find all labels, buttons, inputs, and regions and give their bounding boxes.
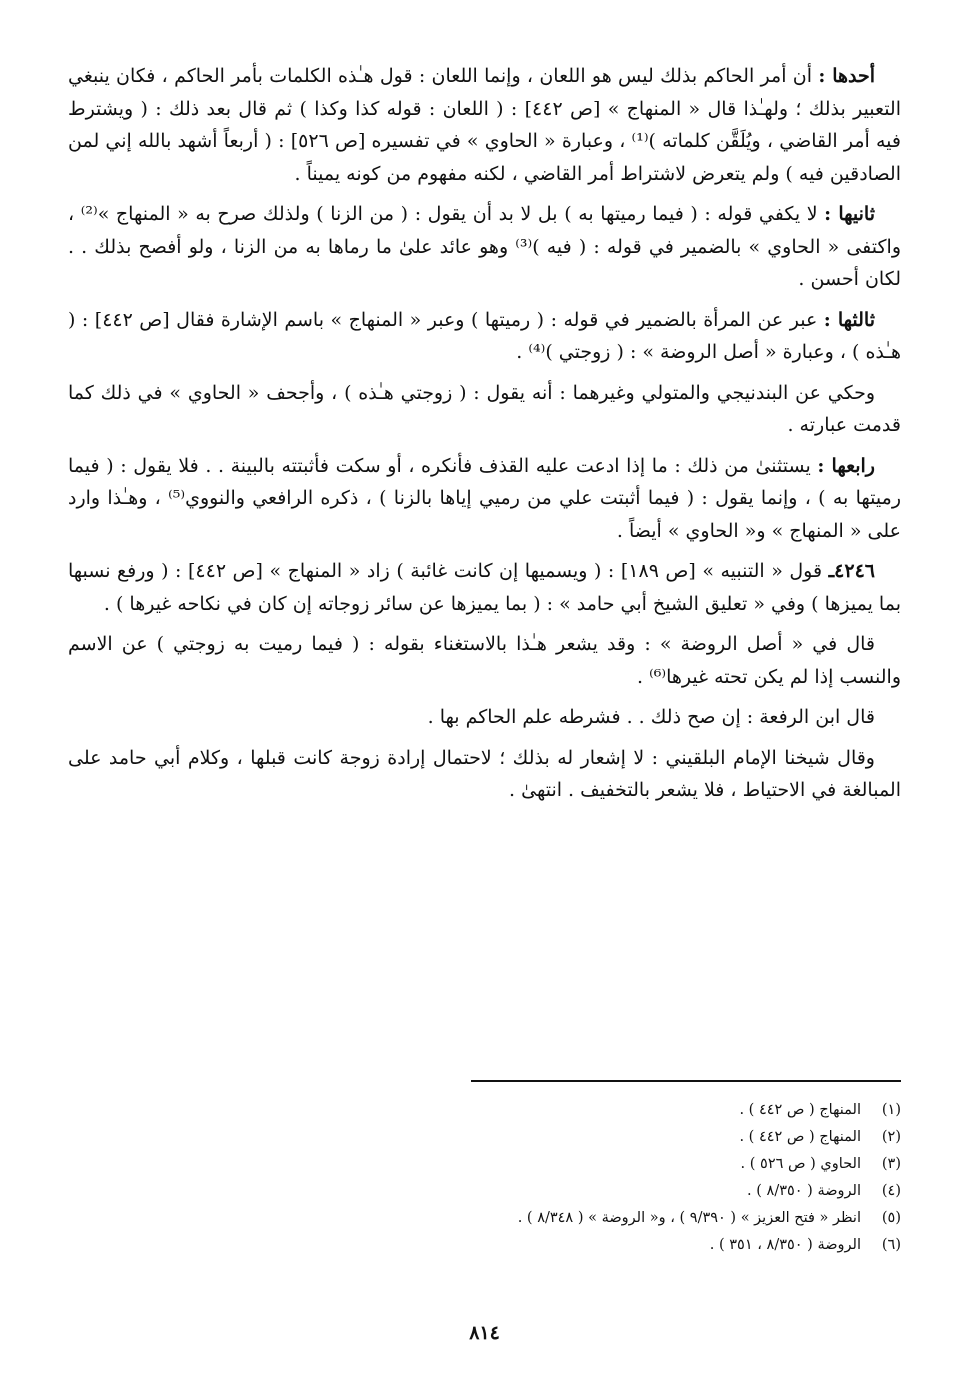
paragraph-text: لا يكفي قوله : ( فيما رميتها به ) بل لا بد أن يقول : ( من الزنا ) ولذلك صرح به « المنهاج »⁽²⁾ ، واكتفى « الحاوي » بالضمير في قوله : ( فيه )⁽³⁾ وهو عائد علىٰ ما رماها به من الزنا ، ولو أفصح بذلك . . لكان أحسن .: [68, 203, 901, 290]
footnote-number: (٤): [881, 1183, 901, 1199]
footnote-number: (٣): [881, 1156, 901, 1172]
footnote-number: (٦): [881, 1237, 901, 1253]
footnote-text: الروضة ( ٨/٣٥٠ ، ٣٥١ ) .: [709, 1237, 861, 1253]
paragraph-lead: ثانيها :: [824, 203, 876, 225]
paragraph-9: [68, 742, 901, 807]
footnote-text: الروضة ( ٨/٣٥٠ ) .: [747, 1183, 861, 1199]
page-number: ٨١٤: [469, 1322, 500, 1344]
footnote-number: (٢): [881, 1129, 901, 1145]
footnote-text: الحاوي ( ص ٥٢٦ ) .: [740, 1156, 861, 1172]
paragraph-text: أن أمر الحاكم بذلك ليس هو اللعان ، وإنما اللعان : قول هـٰذه الكلمات بأمر الحاكم ، فكان ينبغي التعبير بذلك ؛ ولهـٰذا قال « المنهاج » [ص ٤٤٢] : ( اللعان : قوله كذا وكذا ) ثم قال بعد ذلك : ( ويشترط فيه أمر القاضي ، ويُلَقَّن كلماته )⁽¹⁾ ، وعبارة « الحاوي » في تفسيره [ص ٥٢٦] : ( أربعاً أشهد بالله إني لمن الصادقين فيه ) ولم يتعرض لاشتراط أمر القاضي ، لكنه مفهوم من كونه يميناً .: [68, 65, 902, 185]
paragraph-lead: ثالثها :: [823, 308, 875, 331]
paragraph-text: قال في « أصل الروضة » : وقد يشعر هـٰذا بالاستغناء بقوله : ( فيما رميت به زوجتي ) عن الاسم والنسب إذا لم يكن تحته غيرها⁽⁶⁾ .: [68, 633, 901, 688]
footnotes: [68, 1097, 901, 1259]
page-body: [68, 60, 901, 1395]
footnote-2: [68, 1124, 901, 1151]
footnote-6: [68, 1232, 901, 1259]
paragraph-text: قول « التنبيه » [ص ١٨٩] : ( ويسميها إن كانت غائبة ) زاد « المنهاج » [ص ٤٤٢] : ( ورفع نسبها بما يميزها ) وفي « تعليق الشيخ أبي حامد » : ( بما يميزها عن سائر زوجاته إن كان في نكاحه غيرها ) .: [68, 560, 901, 615]
paragraph-3: [68, 304, 901, 369]
footnote-3: [68, 1151, 901, 1178]
paragraph-lead: ٤٢٤٦ـ: [828, 560, 875, 582]
footnote-number: (٥): [881, 1210, 901, 1226]
paragraph-text: يستثنىٰ من ذلك : ما إذا ادعت عليه القذف فأنكره ، أو سكت فأثبتته بالبينة . . فلا يقول : ( فيما رميتها به ) ، وإنما يقول : ( فيما أثبتت علي من رميي إياها بالزنا ) ، ذكره الرافعي والنووي⁽⁵⁾ ، وهـٰذا وارد على « المنهاج » و« الحاوي » أيضاً .: [68, 454, 901, 542]
paragraph-8: [68, 701, 901, 734]
footnote-5: [68, 1205, 901, 1232]
paragraph-2: [68, 198, 901, 296]
paragraph-6: [68, 555, 901, 620]
footnote-text: انظر « فتح العزيز » ( ٩/٣٩٠ ) ، و« الروضة » ( ٨/٣٤٨ ) .: [517, 1210, 861, 1226]
paragraph-7: [68, 628, 901, 693]
paragraph-lead: رابعها :: [817, 454, 875, 477]
footnote-divider: [471, 1080, 901, 1082]
paragraph-text: قال ابن الرفعة : إن صح ذلك . . فشرطه علم الحاكم بها .: [427, 706, 875, 728]
footnote-text: المنهاج ( ص ٤٤٢ ) .: [739, 1102, 861, 1118]
paragraph-1: [68, 60, 901, 190]
footnote-4: [68, 1178, 901, 1205]
footnote-text: المنهاج ( ص ٤٤٢ ) .: [739, 1129, 861, 1145]
paragraph-text: وقال شيخنا الإمام البلقيني : لا إشعار له بذلك ؛ لاحتمال إرادة زوجة كانت قبلها ، وكلام أبي حامد على المبالغة في الاحتياط ، فلا يشعر بالتخفيف . انتهىٰ .: [68, 746, 901, 801]
paragraph-text: عبر عن المرأة بالضمير في قوله : ( رميتها ) وعبر « المنهاج » باسم الإشارة فقال [ص ٤٤٢] : ( هـٰذه ) ، وعبارة « أصل الروضة » : ( زوجتي )⁽⁴⁾ .: [68, 308, 901, 363]
paragraph-5: [68, 450, 901, 548]
footnote-1: [68, 1097, 901, 1124]
paragraph-lead: أحدها :: [818, 65, 876, 87]
paragraph-4: [68, 377, 901, 442]
paragraph-text: وحكي عن البندنيجي والمتولي وغيرهما : أنه يقول : ( زوجتي هـٰذه ) ، وأجحف « الحاوي » في ذلك كما قدمت عبارته .: [68, 381, 901, 436]
footnote-number: (١): [881, 1102, 901, 1118]
